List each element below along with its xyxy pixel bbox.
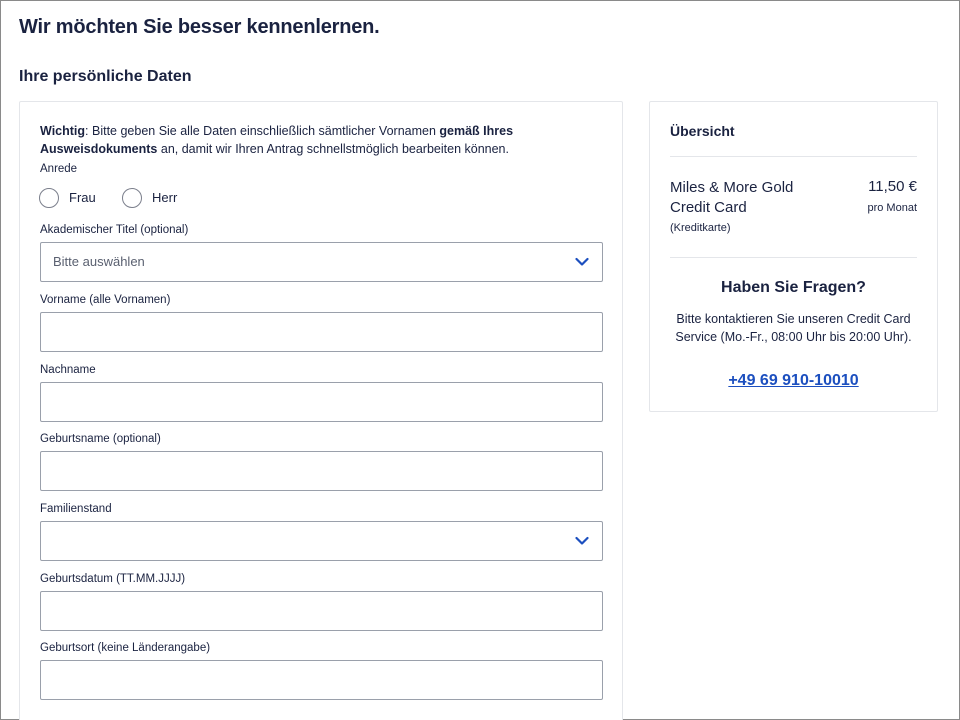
birth-date-label: Geburtsdatum (TT.MM.JJJJ) bbox=[40, 573, 186, 585]
birth-name-label: Geburtsname (optional) bbox=[40, 433, 161, 445]
section-title: Ihre persönliche Daten bbox=[19, 68, 192, 85]
summary-divider-bottom bbox=[670, 257, 917, 258]
academic-title-value: Bitte auswählen bbox=[53, 254, 145, 269]
marital-status-select[interactable] bbox=[40, 521, 603, 561]
summary-title: Übersicht bbox=[670, 123, 735, 139]
help-phone-link[interactable]: +49 69 910-10010 bbox=[728, 372, 859, 389]
salutation-label-frau: Frau bbox=[69, 190, 96, 205]
info-text-part1: : Bitte geben Sie alle Daten einschließlich sämtlicher Vornamen bbox=[85, 124, 440, 138]
marital-status-label: Familienstand bbox=[40, 503, 112, 515]
help-text: Bitte kontaktieren Sie unseren Credit Card Service (Mo.-Fr., 08:00 Uhr bis 20:00 Uhr). bbox=[675, 312, 912, 344]
product-type: (Kreditkarte) bbox=[670, 222, 731, 234]
salutation-label-herr: Herr bbox=[152, 190, 178, 205]
page-title: Wir möchten Sie besser kennenlernen. bbox=[19, 16, 380, 38]
price-period: pro Monat bbox=[867, 202, 917, 214]
birth-place-label: Geburtsort (keine Länderangabe) bbox=[40, 642, 211, 654]
academic-title-label: Akademischer Titel (optional) bbox=[40, 224, 189, 236]
info-lead: Wichtig bbox=[40, 124, 86, 138]
chevron-down-icon bbox=[575, 257, 589, 267]
birth-place-input[interactable] bbox=[40, 660, 603, 700]
birth-name-input[interactable] bbox=[40, 451, 603, 491]
last-name-label: Nachname bbox=[40, 364, 96, 376]
product-name: Miles & More Gold Credit Card bbox=[670, 179, 794, 216]
chevron-down-icon bbox=[575, 536, 589, 546]
birth-date-input[interactable] bbox=[40, 591, 603, 631]
summary-divider-top bbox=[670, 156, 917, 157]
salutation-radio-frau[interactable] bbox=[39, 188, 59, 208]
info-bold: gemäß Ihres Ausweisdokuments bbox=[40, 124, 514, 156]
help-title: Haben Sie Fragen? bbox=[721, 279, 866, 296]
salutation-radio-herr[interactable] bbox=[122, 188, 142, 208]
salutation-label: Anrede bbox=[40, 163, 78, 175]
first-name-label: Vorname (alle Vornamen) bbox=[40, 294, 171, 306]
info-notice bbox=[40, 122, 580, 158]
info-text-part2: an, damit wir Ihren Antrag schnellstmöglich bearbeiten können. bbox=[157, 142, 509, 156]
first-name-input[interactable] bbox=[40, 312, 603, 352]
product-price: 11,50 € bbox=[868, 178, 917, 195]
last-name-input[interactable] bbox=[40, 382, 603, 422]
